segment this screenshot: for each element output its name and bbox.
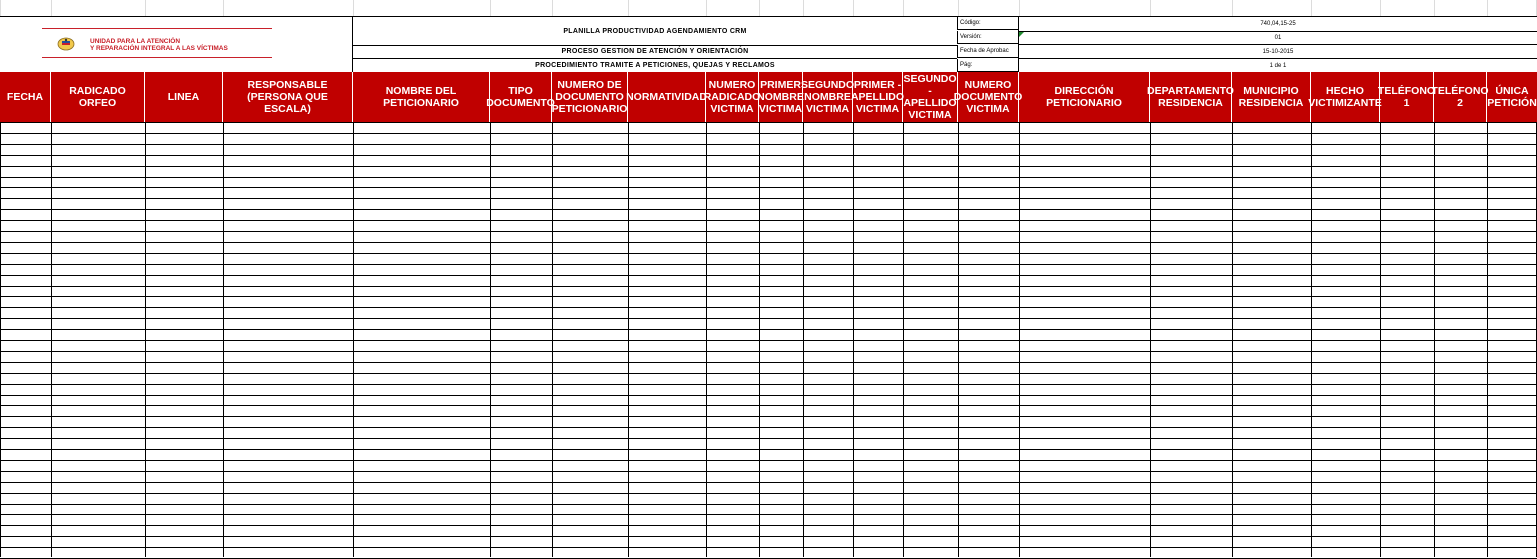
logo-top-rule [42,28,272,29]
table-row [0,133,1537,134]
col-header-municipio[interactable] [1232,72,1311,122]
grid-column-line [1311,122,1312,557]
sheet-column-divider [1487,0,1488,16]
table-row [0,471,1537,472]
col-header-primer-apellido[interactable] [850,72,905,122]
cell-comment-indicator-icon [1019,32,1024,37]
table-row [0,482,1537,483]
col-header-numero-documento-peticionario[interactable] [552,72,628,122]
sheet-top-strip [0,0,1537,17]
col-header-hecho-victimizante[interactable] [1308,72,1382,122]
grid-column-line [958,122,959,557]
table-row [0,187,1537,188]
approval-date-label: Fecha de Aprobac [957,45,1018,58]
sheet-column-divider [0,0,1,16]
table-row [0,275,1537,276]
table-row [0,362,1537,363]
col-header-label: RADICADO ORFEO [69,85,126,109]
col-header-label: MUNICIPIO RESIDENCIA [1238,85,1304,109]
sheet-column-divider [1380,0,1381,16]
code-value[interactable]: 740,04,15-25 [1018,16,1537,32]
table-row [0,231,1537,232]
table-row [0,253,1537,254]
col-header-label: NUMERO DE DOCUMENTO PETICIONARIO [551,79,628,115]
sheet-column-divider [1150,0,1151,16]
sheet-column-divider [706,0,707,16]
col-header-label: NUMERO RADICADO VICTIMA [703,79,761,115]
table-row [0,493,1537,494]
grid-column-line [759,122,760,557]
logo-text-line2: Y REPARACIÓN INTEGRAL A LAS VÍCTIMAS [90,45,228,52]
table-row [0,460,1537,461]
sheet-column-divider [853,0,854,16]
table-row [0,449,1537,450]
table-row [0,416,1537,417]
table-row [0,405,1537,406]
grid-column-line [1380,122,1381,557]
col-header-label: TELÉFONO 2 [1431,85,1489,109]
page-value[interactable]: 1 de 1 [1018,59,1537,73]
table-row [0,373,1537,374]
code-label: Código: [957,16,1018,30]
sheet-column-divider [490,0,491,16]
grid-column-line [1019,122,1020,557]
sheet-column-divider [1311,0,1312,16]
grid-column-line [1232,122,1233,557]
table-row [0,536,1537,537]
sheet-column-divider [903,0,904,16]
col-header-numero-radicado-victima[interactable] [703,72,761,122]
process-title: PROCESO GESTION DE ATENCIÓN Y ORIENTACIÓN [353,45,957,59]
version-label: Versión: [957,31,1018,44]
col-header-label: PRIMER NOMBRE VICTIMA [757,79,804,115]
table-row [0,296,1537,297]
col-header-label: TIPO DOCUMENTO [486,85,555,109]
col-header-unica-peticion[interactable] [1487,72,1537,122]
col-header-responsable[interactable] [223,72,353,122]
table-row [0,264,1537,265]
col-header-departamento[interactable] [1147,72,1234,122]
grid-column-line [853,122,854,557]
col-header-primer-nombre[interactable] [759,72,803,122]
col-header-label: PRIMER - APELLIDO VICTIMA [850,79,905,115]
sheet-column-divider [1232,0,1233,16]
table-row [0,220,1537,221]
table-row [0,329,1537,330]
col-header-tipo-documento[interactable] [486,72,555,122]
table-row [0,155,1537,156]
table-row [0,438,1537,439]
grid-column-line [490,122,491,557]
table-row [0,504,1537,505]
col-header-normatividad[interactable] [628,72,706,122]
table-row [0,514,1537,515]
col-header-label: FECHA [6,91,44,103]
col-header-label: RESPONSABLE (PERSONA QUE ESCALA) [247,79,328,115]
col-header-label: ÚNICA PETICIÓN [1487,85,1537,109]
col-header-linea[interactable] [145,72,223,122]
sheet-column-divider [628,0,629,16]
sheet-column-divider [1434,0,1435,16]
sheet-column-divider [51,0,52,16]
table-row [0,209,1537,210]
col-header-label: SEGUNDO - APELLIDO VICTIMA [903,73,957,121]
col-header-label: DIRECCIÓN PETICIONARIO [1046,85,1122,109]
table-row [0,340,1537,341]
grid-column-line [1487,122,1488,557]
form-title: PLANILLA PRODUCTIVIDAD AGENDAMIENTO CRM [353,16,957,46]
col-header-label: TELÉFONO 1 [1377,85,1436,109]
grid-column-line [353,122,354,557]
col-header-label: LINEA [167,91,200,103]
grid-column-line [552,122,553,557]
col-header-label: DEPARTAMENTO RESIDENCIA [1147,85,1234,109]
table-row [0,198,1537,199]
col-header-segundo-nombre[interactable] [800,72,855,122]
col-header-label: NUMERO DOCUMENTO VICTIMA [953,79,1023,115]
sheet-column-divider [552,0,553,16]
grid-column-line [1150,122,1151,557]
logo-bottom-rule [42,57,272,58]
grid-column-line [0,122,1,557]
grid-column-line [628,122,629,557]
table-row [0,384,1537,385]
table-row [0,395,1537,396]
colombia-emblem-icon [56,37,76,51]
approval-date-value[interactable]: 15-10-2015 [1018,45,1537,59]
table-row [0,547,1537,548]
col-header-numero-documento-victima[interactable] [953,72,1023,122]
table-row [0,525,1537,526]
table-row [0,242,1537,243]
sheet-column-divider [353,0,354,16]
sheet-column-divider [223,0,224,16]
col-header-telefono-2[interactable] [1431,72,1489,122]
sheet-column-divider [759,0,760,16]
logo-area [0,16,353,73]
col-header-fecha[interactable] [0,72,51,122]
col-header-label: HECHO VICTIMIZANTE [1308,85,1382,109]
table-row [0,351,1537,352]
table-row [0,144,1537,145]
page-label: Pág: [957,59,1018,72]
table-row [0,427,1537,428]
logo-text-line1: UNIDAD PARA LA ATENCIÓN [90,38,181,45]
col-header-segundo-apellido[interactable] [903,72,958,122]
col-header-label: NORMATIVIDAD [626,91,707,103]
grid-column-line [145,122,146,557]
col-header-telefono-1[interactable] [1377,72,1436,122]
data-grid[interactable] [0,122,1537,557]
table-row [0,166,1537,167]
procedure-title: PROCEDIMIENTO TRAMITE A PETICIONES, QUEJAS Y RECLAMOS [353,59,957,73]
sheet-column-divider [1019,0,1020,16]
col-header-nombre-peticionario[interactable] [353,72,490,122]
sheet-column-divider [803,0,804,16]
col-header-label: SEGUNDO NOMBRE VICTIMA [800,79,855,115]
sheet-column-divider [145,0,146,16]
table-row [0,307,1537,308]
grid-column-line [706,122,707,557]
grid-column-line [903,122,904,557]
table-row [0,318,1537,319]
col-header-radicado-orfeo[interactable] [51,72,145,122]
grid-column-line [1434,122,1435,557]
version-value[interactable]: 01 [1018,31,1537,45]
grid-column-line [803,122,804,557]
col-header-direccion-peticionario[interactable] [1019,72,1150,122]
grid-column-line [51,122,52,557]
table-row [0,177,1537,178]
grid-column-line [223,122,224,557]
sheet-column-divider [958,0,959,16]
col-header-label: NOMBRE DEL PETICIONARIO [383,85,459,109]
table-row [0,286,1537,287]
table-row [0,122,1537,123]
